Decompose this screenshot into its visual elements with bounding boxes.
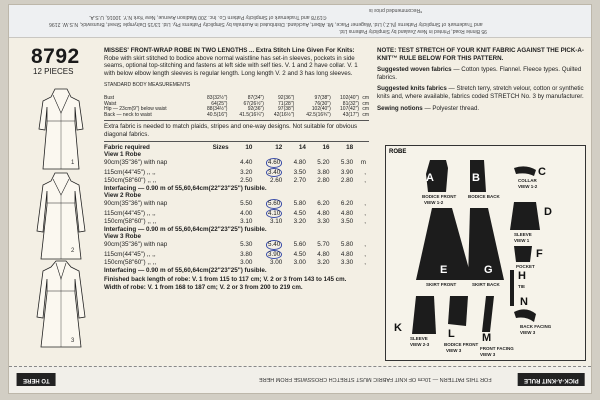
view-1-label: 1 [71,160,75,166]
fabric-width: 90cm(35"36") with nap [104,200,168,208]
interfacing-row [104,267,369,274]
notions-label: Sewing notions [377,104,423,112]
piece-c-name: COLLAR [518,178,537,183]
spacer-cell [202,177,232,184]
price-note: *Recommended price is [369,7,423,13]
copyright-line: ©1978 and Trademark of Simplicity Pattern Co. Inc. 200 Madison Avenue, New York N.Y. 10016, U.S.A. [89,14,327,20]
yardage-amount: 4.50 [293,209,306,217]
piece-b-letter: B [472,172,480,184]
description-column [104,47,369,291]
view-title: View 2 Robe [104,191,141,199]
measurement-value: 92(36") [278,94,295,101]
printer-line: 95 Binnie Road, Printed in New Zealand by Simplicity Patterns Ltd. [339,28,487,34]
interfacing-row [104,226,369,233]
yardage-amount: 4.80 [317,209,330,217]
fabric-width: 90cm(35"36") with nap [104,241,168,249]
yardage-row [104,209,369,218]
yardage-amount: 2.80 [317,177,330,185]
measurement-value: 40.5(16") [207,111,228,118]
yardage-value [255,250,285,259]
measurement-value: 64(25") [211,100,228,107]
yardage-value [356,250,369,259]
yardage-row [104,218,369,225]
fabric-required-label: Fabric required [104,143,150,151]
yardage-value [285,177,309,184]
yardage-amount: 6.20 [340,200,354,208]
yardage-value [333,259,357,266]
pattern-number: 8792 [31,45,80,68]
piece-g-name: SKIRT BACK [472,282,500,287]
description-title: MISSES' FRONT-WRAP ROBE IN TWO LENGTHS ... Extra Stitch Line Given For Knits: [104,47,355,54]
yardage-value [356,240,369,249]
diagram-title: ROBE [389,149,407,155]
piece-c-views: VIEW 1-2 [518,184,538,189]
yardage-value [285,218,309,225]
size-header: 12 [275,143,283,151]
piece-g-letter: G [484,264,493,276]
yardage-amount: 3.00 [293,259,306,267]
yardage-amount: 3.80 [240,250,253,258]
piece-c-shape [514,166,536,176]
rule-label: PICK-A-KNIT RULE [518,373,585,386]
interfacing-note: Interfacing — 0.90 m of 55,60,64cm(22"23"25") fusible. [104,184,267,192]
measurement-value: cm [362,100,369,107]
yardage-row [104,240,369,249]
sizes-label: Sizes [212,143,229,151]
yardage-value [309,250,333,259]
knits-text: — Stretch terry, stretch velour, cotton or synthetic knits and, where available, fabrics coded STRETCH No. 3 by manufacturer. [377,85,584,100]
yardage-amount: 6.20 [317,200,330,208]
piece-m-letter: M [482,332,492,344]
yardage-amount: , [364,218,366,226]
size-header: 18 [346,143,354,151]
yardage-value [333,218,357,225]
woven-text: — Cotton types. Flannel. Fleece types. Quilted fabrics. [377,66,582,81]
measurement-value: 87(34") [247,94,264,101]
yardage-amount: 4.80 [293,159,306,167]
rule-instructions: FOR THIS PATTERN — 10cm OF KNIT FABRIC MUST STRETCH CROSSWISE FROM HERE [259,376,492,382]
yardage-value [309,209,333,218]
spacer-cell [202,199,232,208]
yardage-value [356,209,369,218]
interfacing-row [104,185,369,192]
measurement-value: 92(36") [247,106,264,113]
view-2-sketch [31,169,91,261]
yardage-amount: , [364,200,366,208]
yardage-amount: 5.30 [240,241,253,249]
yardage-row [104,259,369,266]
yardage-amount: 4.80 [340,250,354,258]
yardage-value [285,199,309,208]
fabric-notes-column [377,47,589,116]
yardage-value [232,209,256,218]
yardage-amount: 2.60 [269,177,283,185]
measurement-value: 42.5(16¾") [306,111,331,118]
piece-e-letter: E [440,264,448,276]
yardage-amount: 3.10 [269,218,283,226]
yardage-amount: 3.30 [340,259,354,267]
yardage-value [232,250,256,259]
yardage-value [255,177,285,184]
spacer-cell [202,240,232,249]
spacer-cell [202,218,232,225]
fabric-width: 115cm(44"45") ,, ,, [104,168,156,176]
view-2-label: 2 [71,248,75,254]
yardage-value [285,259,309,266]
robe-width: Width of robe: V. 1 from 168 to 187 cm; V. 2 or 3 from 200 to 219 cm. [104,283,303,291]
yardage-value [285,250,309,259]
yardage-amount: , [364,250,366,258]
yardage-value [333,250,357,259]
measurement-value: 42(16½") [273,111,295,118]
yardage-value [285,158,309,167]
yardage-amount: 4.00 [240,209,253,217]
measurements-title: STANDARD BODY MEASUREMENTS [104,82,191,89]
spacer-cell [202,209,232,218]
yardage-header-row [104,144,369,151]
measurement-value: 97(38") [314,94,331,101]
yardage-value [255,158,285,167]
measurement-value: 71(28") [278,100,295,107]
fabric-width: 115cm(44"45") ,, ,, [104,250,156,258]
yardage-value [285,209,309,218]
yardage-value [333,158,357,167]
yardage-value [232,218,256,225]
interfacing-note: Interfacing — 0.90 m of 55,60,64cm(22"23"25") fusible. [104,266,267,274]
distributor-line: and Trademark of Simplicity Patterns (N.Z.) Ltd. Wagener Place, Mt. Albert, Auckland. Distributed in Australia by Simplicity Patterns Pty. Ltd. 13/15 Dalrymple Street, Brunswick, N.S.W. 2196 [49,21,483,27]
yardage-amount: 3.50 [293,168,306,176]
yardage-value [356,218,369,225]
measurements-section [104,82,369,118]
yardage-row [104,250,369,259]
yardage-value [232,177,256,184]
measurement-value: 102(40") [311,106,331,113]
piece-d-letter: D [544,206,552,218]
view-title-row [104,233,369,240]
yardage-row [104,168,369,177]
piece-d-shape [510,202,540,230]
yardage-amount: 5.50 [240,200,253,208]
yardage-value [333,209,357,218]
fabric-width: 115cm(44"45") ,, ,, [104,209,156,217]
piece-d-name: SLEEVE [514,232,532,237]
yardage-value [255,240,285,249]
measurement-row [104,113,369,119]
yardage-amount: 3.90 [267,250,281,258]
yardage-value [255,259,285,266]
view-3-sketch [31,257,91,349]
fabric-note: Extra fabric is needed to match plaids, stripes and one-way designs. Not suitable for obvious diagonal fabrics. [104,123,358,138]
yardage-value [255,168,285,177]
size-header: 10 [245,143,253,151]
yardage-value [333,240,357,249]
piece-h-shape [510,270,514,306]
yardage-amount: , [364,259,366,267]
yardage-value [255,218,285,225]
yardage-row [104,177,369,184]
pieces-shapes [386,146,585,360]
pick-a-knit-rule [9,366,591,393]
yardage-amount: 4.80 [340,209,354,217]
yardage-amount: 5.60 [293,241,306,249]
piece-f-letter: F [536,248,543,260]
size-header: 14 [298,143,306,151]
piece-h-letter: H [518,270,526,282]
yardage-amount: 3.80 [317,168,330,176]
measurement-value: cm [362,106,369,113]
yardage-value [309,158,333,167]
finished-length: Finished back length of robe: V. 1 from 115 to 117 cm; V. 2 or 3 from 143 to 145 cm. [104,276,347,284]
piece-e-name: SKIRT FRONT [426,282,457,287]
measurements-table [104,96,369,118]
fabric-width: 150cm(58"60") ,, ,, [104,177,157,185]
piece-l-shape [448,296,468,326]
piece-a-views: VIEW 1-2 [424,200,444,205]
fabric-width: 150cm(58"60") ,, ,, [104,259,157,267]
yardage-amount: 3.50 [340,218,354,226]
yardage-amount: m [360,159,366,167]
measurement-label: Back — neck to waist [104,111,152,118]
view-title: View 3 Robe [104,233,141,240]
yardage-value [232,240,256,249]
to-here-marker: TO HERE [17,373,56,386]
yardage-value [232,199,256,208]
spacer-cell [202,250,232,259]
yardage-amount: 3.40 [267,168,281,176]
piece-k-name: SLEEVE [410,336,428,341]
yardage-amount: , [364,168,366,176]
yardage-value [333,199,357,208]
piece-f-name: POCKET [516,264,535,269]
yardage-amount: 5.80 [293,200,306,208]
measurement-value: 41.5(16¼") [239,111,264,118]
piece-n-views: VIEW 3 [520,330,536,335]
piece-count: 12 PIECES [33,67,74,76]
yardage-amount: 5.70 [317,241,330,249]
yardage-amount: , [364,177,366,185]
yardage-row [104,199,369,208]
piece-m-views: VIEW 3 [480,352,496,357]
yardage-amount: 3.10 [240,218,253,226]
view-3-label: 3 [71,338,75,344]
spacer-cell [202,168,232,177]
piece-h-name: TIE [518,284,526,289]
view-title: View 1 Robe [104,150,141,158]
yardage-amount: 3.00 [240,259,253,267]
yardage-value [309,240,333,249]
yardage-amount: 2.50 [240,177,253,185]
piece-m-name: FRONT FACING [480,346,514,351]
measurement-value: 102(40") [340,94,360,101]
piece-a-name: BODICE FRONT [422,194,457,199]
measurement-value: 97(38") [278,106,295,113]
yardage-amount: , [364,241,366,249]
yardage-amount: 5.20 [317,159,330,167]
yardage-value [309,259,333,266]
measurement-value: 81(32") [342,100,360,107]
yardage-amount: 4.80 [317,250,330,258]
yardage-amount: , [364,209,366,217]
yardage-value [232,259,256,266]
piece-l-views: VIEW 3 [446,348,462,353]
view-title-row [104,192,369,199]
woven-label: Suggested woven fabrics [377,66,452,74]
piece-c-letter: C [538,166,546,178]
spacer-cell [202,259,232,266]
interfacing-note: Interfacing — 0.90 m of 55,60,64cm(22"23"25") fusible. [104,225,267,233]
piece-k-views: VIEW 2-3 [410,342,430,347]
yardage-amount: 3.30 [317,218,330,226]
yardage-value [255,209,285,218]
yardage-value [309,218,333,225]
yardage-amount: 4.50 [293,250,306,258]
measurement-label: Hip — 23cm(9") below waist [104,106,167,113]
yardage-amount: 4.60 [267,159,281,167]
piece-n-letter: N [520,296,528,308]
yardage-amount: 2.70 [293,177,306,185]
yardage-value [333,177,357,184]
yardage-amount: 3.20 [293,218,306,226]
piece-a-letter: A [426,172,434,184]
yardage-amount: 5.40 [267,241,281,249]
piece-l-name: BODICE FRONT [444,342,479,347]
yardage-value [356,168,369,177]
yardage-amount: 3.20 [317,259,330,267]
piece-k-letter: K [394,322,402,334]
notions-text: — Polyester thread. [424,104,480,112]
spacer-cell [202,158,232,167]
yardage-value [356,158,369,167]
yardage-amount: 4.40 [240,159,253,167]
yardage-amount: 5.80 [340,241,354,249]
measurement-value: 88(34½") [207,106,228,113]
knits-label: Suggested knits fabrics [377,85,447,93]
measurement-label: Waist [104,100,117,107]
yardage-table [104,144,369,275]
yardage-value [255,199,285,208]
measurement-value: cm [362,94,369,101]
piece-f-shape [514,246,532,262]
measurement-value: 76(30") [314,100,331,107]
yardage-amount: 3.20 [240,168,253,176]
yardage-value [333,168,357,177]
measurement-value: 67(26½") [243,100,264,107]
measurement-value: 107(42") [340,106,360,113]
piece-k-shape [412,296,436,334]
yardage-value [309,199,333,208]
yardage-value [285,240,309,249]
yardage-value [232,158,256,167]
size-header: 16 [322,143,330,151]
yardage-value [285,168,309,177]
yardage-amount: 4.10 [267,209,281,217]
fabric-width: 90cm(35"36") with nap [104,159,168,167]
fabric-width: 150cm(58"60") ,, ,, [104,218,157,226]
yardage-amount: 3.00 [269,259,283,267]
measurement-value: cm [362,111,369,118]
yardage-value [232,168,256,177]
yardage-value [356,259,369,266]
knit-test-note: NOTE: TEST STRETCH OF YOUR KNIT FABRIC AGAINST THE PICK-A-KNIT™ RULE BELOW FOR THIS PATTERN. [377,47,584,62]
pattern-pieces-diagram [385,145,586,361]
yardage-value [309,177,333,184]
measurement-value: 43(17") [342,111,360,118]
yardage-value [356,177,369,184]
piece-l-letter: L [448,328,455,340]
view-1-sketch [31,83,91,173]
yardage-amount: 5.30 [340,159,354,167]
measurement-label: Bust [104,94,115,101]
piece-d-views: VIEW 1 [514,238,530,243]
yardage-amount: 2.80 [340,177,354,185]
publisher-strip [9,5,591,38]
measurement-value: 83(32½") [207,94,228,101]
pattern-envelope-back [8,4,592,394]
piece-n-name: BACK FACING [520,324,552,329]
yardage-amount: 5.60 [267,200,281,208]
description-body: Robe with skirt stitched to bodice above normal waistline has set-in sleeves, pockets in side seams, optional top-stitching and fastens at left side with self ties. V. 1 and 2 have collar. V. 1 with below elbow length sleeves is regular length. Long length V. 2 and 3 has long sleeves. [104,54,358,77]
piece-b-name: BODICE BACK [468,194,500,199]
piece-m-shape [482,296,494,332]
yardage-value [309,168,333,177]
yardage-amount: 3.90 [340,168,354,176]
view-title-row [104,151,369,158]
piece-n-shape [514,309,536,322]
yardage-value [356,199,369,208]
yardage-row [104,158,369,167]
